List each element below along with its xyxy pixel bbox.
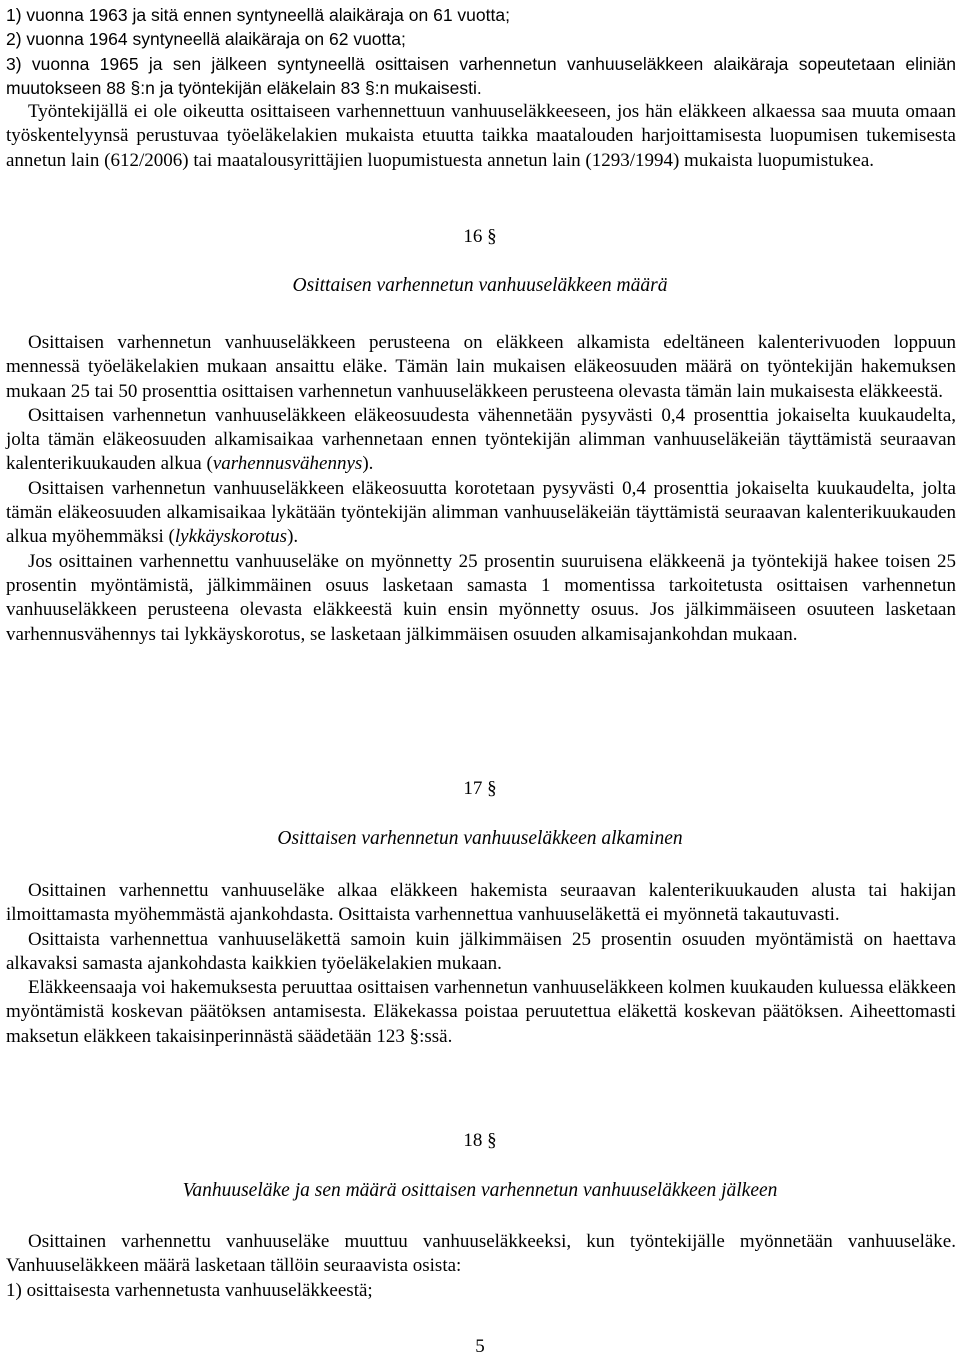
section-16-p2-term: varhennusvähennys (212, 453, 363, 475)
section-16-paragraph-3 (6, 477, 956, 550)
section-16-p3-end: ). (287, 526, 299, 548)
section-18-number: 18 § (463, 1130, 497, 1151)
section-16-body (6, 331, 956, 647)
intro-paragraph: Työntekijällä ei ole oikeutta osittaiseen varhennettuun vanhuuseläkkeeseen, jos hän eläkkeen alkaessa saa muuta omaan työskentelyynsä perustuvaa työeläkelakien mukaista etuutta taikka maatalouden harjoittamisesta luopumisen tukemisesta annetun lain (612/2006) tai maatalousyrittäjien luopumistuesta annetun lain (1293/1994) mukaista luopumistukea. (6, 101, 956, 171)
section-17-paragraph-2: Osittaista varhennettua vanhuuseläkettä samoin kuin jälkimmäisen 25 prosentin osuuden myöntämistä on haettava alkavaksi samasta ajankohdasta kaikkien työeläkelakien mukaan. (6, 928, 956, 974)
section-18-paragraph-1: Osittainen varhennettu vanhuuseläke muuttuu vanhuuseläkkeeksi, kun työntekijälle myönnetään vanhuuseläke. Vanhuuseläkkeen määrä lasketaan tällöin seuraavista osista: (6, 1231, 956, 1277)
section-18-title: Vanhuuseläke ja sen määrä osittaisen varhennetun vanhuuseläkkeen jälkeen (182, 1180, 778, 1201)
section-17-title: Osittaisen varhennetun vanhuuseläkkeen alkaminen (277, 828, 683, 849)
top-list (6, 3, 956, 173)
section-16-paragraph-2 (6, 404, 956, 477)
page-number: 5 (475, 1336, 485, 1357)
section-16-p2-text: Osittaisen varhennetun vanhuuseläkkeen eläkeosuudesta vähennetään pysyvästi 0,4 prosenttia jokaiselta kuukaudelta, jolta tämän eläkeosuuden alkamisaikaa varhennetaan ennen työntekijän alimman vanhuuseläkeiän täyttämistä seuraavan kalenterikuukauden alkua ( (6, 404, 956, 475)
section-17-paragraph-1: Osittainen varhennettu vanhuuseläke alkaa eläkkeen hakemista seuraavan kalenterikuukauden alusta tai hakijan ilmoittamasta myöhemmästä ajankohdasta. Osittaista varhennettua vanhuuseläkettä ei myönnetä takautuvasti. (6, 880, 956, 926)
section-16-paragraph-1: Osittaisen varhennetun vanhuuseläkkeen perusteena on eläkkeen alkamista edeltäneen kalenterivuoden loppuun mennessä työeläkelakien mukaan ansaittu eläke. Tämän lain mukaisen eläkeosuuden määrä on työntekijän hakemuksen mukaan 25 tai 50 prosenttia osittaisen varhennetun vanhuuseläkkeen perusteena olevasta tämän lain mukaisesta eläkkeestä. (6, 332, 956, 402)
section-16-p2-end: ). (362, 453, 374, 475)
section-17-paragraph-3: Eläkkeensaaja voi hakemuksesta peruuttaa osittaisen varhennetun vanhuuseläkkeen kolmen kuukauden kuluessa eläkkeen myöntämistä koskevan päätöksen antamisesta. Eläkekassa poistaa peruutettua eläkettä koskevan päätöksen. Aiheettomasti maksetun eläkkeen takaisinperinnästä säädetään 123 §:ssä. (6, 977, 956, 1047)
list-item-2: 2) vuonna 1964 syntyneellä alaikäraja on 62 vuotta; (6, 29, 406, 50)
section-18-body (6, 1230, 956, 1303)
section-17-body (6, 879, 956, 1049)
section-16-number: 16 § (463, 226, 497, 247)
section-16-title: Osittaisen varhennetun vanhuuseläkkeen määrä (292, 275, 668, 296)
section-17-number: 17 § (463, 778, 497, 799)
section-16-p3-term: lykkäyskorotus (174, 526, 288, 548)
list-item-1: 1) vuonna 1963 ja sitä ennen syntyneellä alaikäraja on 61 vuotta; (6, 5, 510, 25)
list-item-3: 3) vuonna 1965 ja sen jälkeen syntyneellä osittaisen varhennetun vanhuuseläkkeen alaikäraja sopeutetaan eliniän muutokseen 88 §:n ja työntekijän eläkelain 83 §:n mukaisesti. (6, 53, 956, 98)
section-18-list-item-1: 1) osittaisesta varhennetusta vanhuuseläkkeestä; (6, 1279, 373, 1301)
section-16-p3-text: Osittaisen varhennetun vanhuuseläkkeen eläkeosuutta korotetaan pysyvästi 0,4 prosenttia jokaiselta kuukaudelta, jolta tämän eläkeosuuden alkamisaikaa lykätään työntekijän alimman vanhuuseläkeiän täyttämistä seuraavan kalenterikuukauden alkua myöhemmäksi ( (6, 477, 956, 548)
section-16-paragraph-4: Jos osittainen varhennettu vanhuuseläke on myönnetty 25 prosentin suuruisena eläkkeenä ja työntekijä hakee toisen 25 prosentin myöntämistä, jälkimmäinen osuus lasketaan samasta 1 momentissa tarkoitetusta osittaisen varhennetun vanhuuseläkkeen perusteena olevasta eläkkeestä kuin ensin myönnetty osuus. Jos jälkimmäiseen osuuteen lasketaan varhennusvähennys tai lykkäyskorotus, se lasketaan jälkimmäisen osuuden alkamisajankohdan mukaan. (6, 550, 956, 645)
